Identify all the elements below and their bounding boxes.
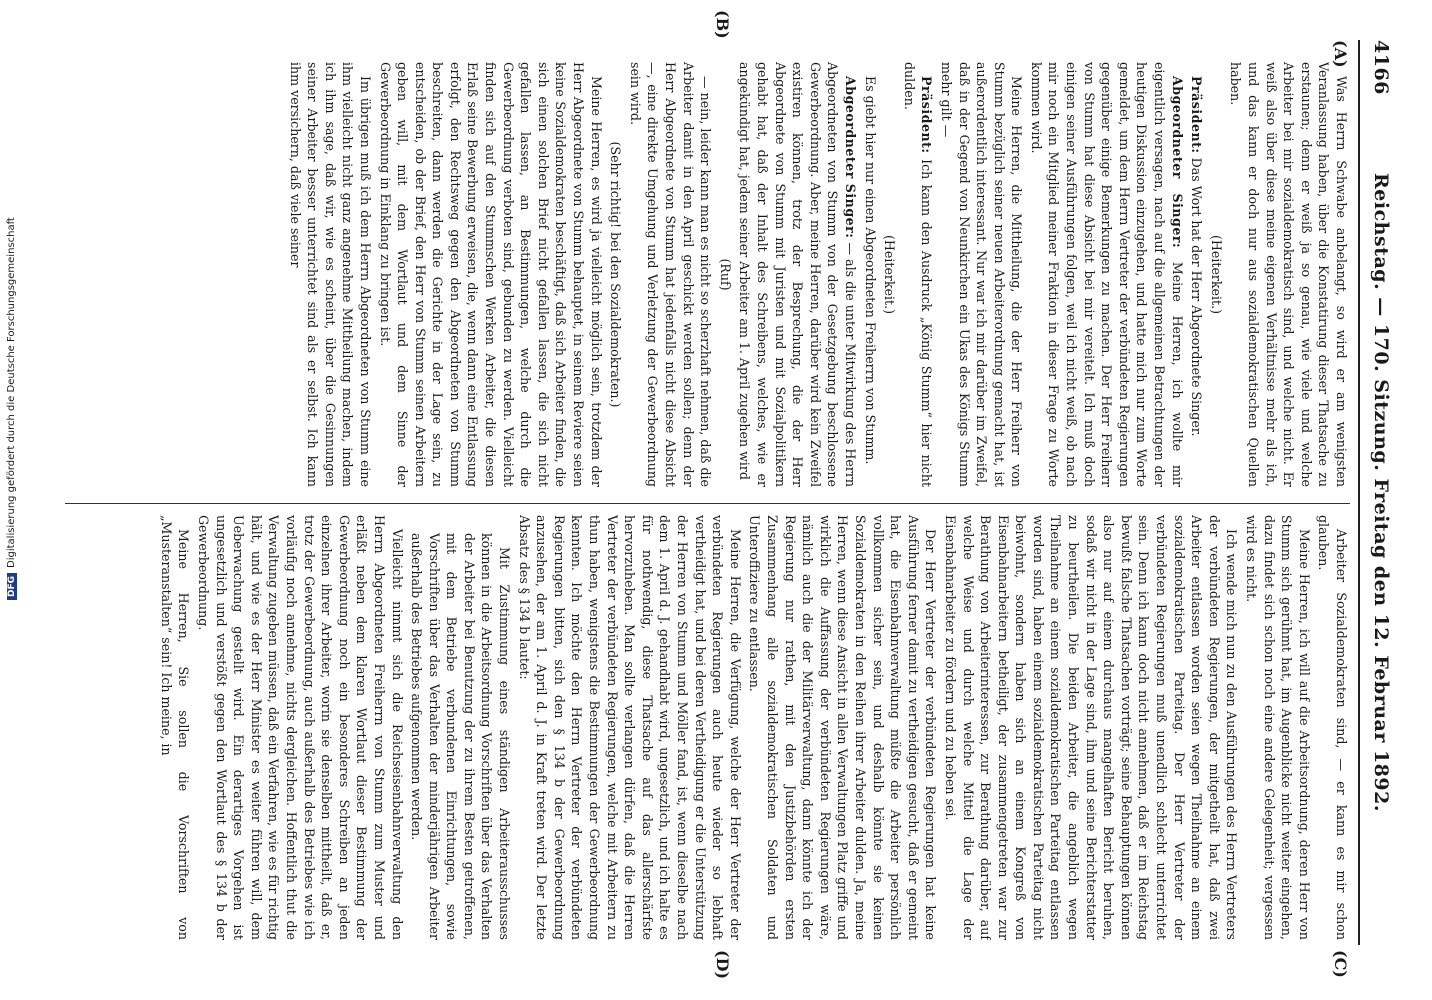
paragraph [736, 62, 859, 487]
paragraph [1242, 515, 1312, 940]
marker-d: (D) [713, 950, 732, 980]
page-number: 4166 [1370, 40, 1392, 95]
paragraph-text: Im übrigen muß ich dem Herrn Abgeordneten von Stumm eine ihm vielleicht nicht ganz angenehme Mittheilung machen, indem ich ihm sage, daß wir, wie es scheint, über die Gesinnungen seiner Arbeiter besser unterrichtet sind als er selbst. Ich kann ihm versichern, daß viele seiner [287, 62, 373, 487]
paragraph [286, 62, 374, 487]
column-divider [65, 503, 1350, 504]
speaker-name: Abgeordneter Singer: [1169, 76, 1185, 249]
paragraph [941, 515, 1240, 940]
dfg-logo: DFG [7, 573, 17, 600]
credit-text: Digitalisierung gefördert durch die Deutsche Forschungsgemeinschaft [6, 217, 17, 568]
paragraph [376, 62, 605, 487]
page-header [1368, 40, 1392, 945]
paragraph-text: (Heiterkeit.) [1208, 235, 1224, 314]
paragraph [515, 515, 744, 940]
stage-direction [716, 62, 734, 487]
page-title: Reichstag. — 170. Sitzung. Freitag den 12. Februar 1892. [1370, 173, 1392, 812]
stage-direction [607, 62, 625, 487]
paragraph [900, 62, 935, 487]
paragraph-text: Vielleicht nimmt sich die Reichseisenbahnverwaltung den Herrn Abgeordneten Freiherrn von Stumm zum Muster und erläßt neben dem klaren Wortlaut dieser Bestimmung der Gewerbeordnung noch ein besonderes Schreiben an jeden einzelnen ihrer Arbeiter, worin sie denselben mittheilt, daß er, trotz der Gewerbeordnung, auch außerhalb des Betriebes wie ich vorläufig noch annehme, nichts dergleichen. Hoffentlich thut die Verwaltung zugeben müssen, daß ein Verfahren, wie es für richtig hält, und wie es der Herr Minister es weiter führen will, dem Ueberwachung gestellt wird. Ein derartiges Vorgehen ist ungesetzlich und verstößt gegen den Wortlaut des § 134 b der Gewerbeordnung. [196, 515, 405, 940]
paragraph-text: Meine Herren, die Mittheilung, die der Herr Freiherr von Stumm bezüglich seiner neuen Arbeiterordnung gemacht hat, ist außerordentlich interessant. Nur war ich mir darüber im Zweifel, daß in der Gegend von Neunkirchen ein Ukas des Königs Stumm mehr gilt — [938, 62, 1025, 487]
digitization-credit [6, 200, 22, 600]
paragraph [194, 515, 405, 940]
paragraph-text: — nein, leider kann man es nicht so scherzhaft nehmen, daß die Arbeiter damit in den April geschickt werden sollen; denn der Herr Abgeordnete von Stumm hat jedenfalls nicht diese Absicht —, eine direkte Umgehung und Verletzung der Gewerbeordnung sein wird. [627, 62, 714, 487]
paragraph-text: Mit Zustimmung eines ständigen Arbeiterausschusses können in die Arbeitsordnung Vorschriften über das Verhalten der Arbeiter bei Benutzung der zu ihrem Besten getroffenen, mit dem Betriebe verbundenen Einrichtungen, sowie Vorschriften über das Verhalten der minderjährigen Arbeiter außerhalb des Betriebes aufgenommen werden. [409, 533, 513, 940]
paragraph [1027, 62, 1185, 487]
paragraph-text: Es giebt hier nur einen Abgeordneten Freiherrn von Stumm. [862, 76, 878, 465]
paragraph-text: Ich wende mich nun zu den Ausführungen des Herrn Vertreters der verbündeten Regierungen, der mitgetheilt hat, daß zwei Arbeiter entlassen worden seien wegen Theilnahme an einem sozialdemokratischen Parteitag. Der Herr Vertreter der verbündeten Regierungen muß unendlich schlecht unterrichtet sein. Denn ich kann doch nicht annehmen, daß er im Reichstag bewußt falsche Thatsachen vorträgt; seine Behauptungen können also nur auf einem durchaus mangelhaften Bericht beruhen, sodaß wir nicht in der Lage sind, ihm und seine Berichterstatter zu beurtheilen. Die beiden Arbeiter, die angeblich wegen Theilnahme an einem sozialdemokratischen Parteitag entlassen worden sind, haben einem sozialdemokratischen Parteitag nicht beiwohnt, sondern haben sich an einem Kongreß von Eisenbahnarbeitern betheiligt, der zusammengetreten war zur Berathung von Arbeiterinteressen, zur Berathung darüber, auf welche Weise und durch welche Mittel die Lage der Eisenbahnarbeiter zu fördern und zu heben sei. [942, 515, 1240, 940]
speaker-name: Präsident: [1189, 76, 1205, 154]
paragraph-text: (Sehr richtig! bei den Sozialdemokraten.) [608, 141, 624, 408]
speaker-name: Abgeordneter Singer: [842, 76, 858, 239]
paragraph [1227, 62, 1350, 487]
header-rule [1358, 40, 1360, 945]
paragraph-text: Das Wort hat der Herr Abgeordnete Singer. [1189, 153, 1205, 437]
paragraph [861, 62, 879, 487]
paragraph-text: Was Herrn Schwabe anbelangt, so wird er am wenigsten Veranlassung haben, über die Konstatirung dieser Thatsache zu erstaunen; denn er weiß ja so genau, wie viele und welche Arbeiter bei mir sozialdemokratisch sind, und welche nicht. Er weiß also über diese meine eigenen Verhältnisse mehr als ich, und das kann er doch nur aus sozialdemokratischen Quellen haben. [1228, 62, 1349, 487]
paragraph [408, 515, 514, 940]
right-column [65, 515, 1350, 940]
stage-direction [881, 62, 899, 487]
paragraph-text: Der Herr Vertreter der verbündeten Regierungen hat keine Ausführung ferner damit zu vertheidigen gesucht, daß er gemeint hat, die Eisenbahnverwaltung müßte die Arbeiter persönlich vollkommen sicher sein, und deshalb könnte sie keinen Sozialdemokraten in den Reihen ihrer Arbeiter dulden. Ja, meine Herren, wenn diese Ansicht in allen Verwaltungen Platz griffe und wirklich die Auffassung der verbündeten Regierungen wäre, nämlich auch die der Militärverwaltung, dann könnte ich der Regierung nur rathen, mit den Justizbehörden ersten Zusammenhang alle sozialdemokratischen Soldaten und Unteroffiziere zu entlassen. [747, 515, 939, 940]
paragraph-text: Meine Herren, die Verfügung, welche der Herr Vertreter der verbündeten Regierungen auch heute wieder so lebhaft vertheidigt hat, und bei deren Vertheidigung er die Unterstützung der Herren von Stumm und Möller fand, ist, wenn dieselbe nach dem 1. April d. J. gehandhabt wird, ungesetzlich, und ich halte es für nothwendig, diese Thatsache auf das allerschärfste hervorzuheben. Man sollte verlangen dürfen, daß die Herren Vertreter der verbündeten Regierungen, welche mit Arbeitern zu thun haben, wenigstens die Bestimmungen der Gewerbeordnung kennten. Ich möchte den Herrn Vertreter der verbündeten Regierungen bitten, sich den § 134 b der Gewerbeordnung anzusehen, der am 1. April d. J. in Kraft treten wird. Der letzte Absatz des § 134 b lautet: [516, 515, 743, 940]
paragraph [746, 515, 940, 940]
paragraph [1315, 515, 1350, 940]
paragraph-text: Meine Herren, ich will auf die Arbeitsordnung, deren Herr von Stumm sich gerühmt hat, im Augenblicke nicht weiter eingehen, dazu findet sich schon noch eine andere Gelegenheit; vergessen wird es nicht. [1244, 515, 1312, 940]
marker-b: (B) [713, 10, 732, 39]
paragraph-text: — als die unter Mitwirkung des Herrn Abgeordneten von Stumm von der Gesetzgebung beschlossene Gewerbeordnung. Aber, meine Herren, darüber wird kein Zweifel existiren können, trotz der Besprechung, die der Herr Abgeordnete von Stumm mit Juristen und mit Sozialpolitikern gehabt hat, daß der Inhalt des Schreibens, welches, wie er angekündigt hat, jedem seiner Arbeiter am 1. April zugehen wird [737, 62, 858, 487]
marker-c: (C) [1331, 950, 1350, 978]
marker-a: (A) [1331, 40, 1350, 68]
paragraph [157, 515, 192, 940]
paragraph-text: Meine Herren, Sie sollen die Vorschriften von „Musteranstalten“ sein! Ich meine, in [158, 515, 192, 940]
paragraph [937, 62, 1025, 487]
paragraph-text: Meine Herren, es wird ja vielleicht möglich sein, trotzdem der Herr Abgeordnete von Stumm behauptet, in seinem Reviere seien keine Sozialdemokraten beschäftigt, daß sich Arbeiter finden, die sich einen solchen Brief nicht gefallen lassen, die sich nicht gefallen lassen, an Bestimmungen, welche durch die Gewerbeordnung verboten sind, gebunden zu werden. Vielleicht finden sich auf den Stummschen Werken Arbeiter, die diesen Erlaß seine Bewerbung erweisen, die, wenn dann eine Entlassung erfolgt, den Rechtsweg gegen den Abgeordneten von Stumm beschreiten, dann werden die Gerichte in der Lage sein, zu entscheiden, ob der Brief, den Herr von Stumm seinen Arbeitern geben will, mit dem Wortlaut und dem Sinne der Gewerbeordnung in Einklang zu bringen ist. [377, 62, 604, 487]
stage-direction [1207, 62, 1225, 487]
paragraph-text: Arbeiter Sozialdemokraten sind, — er kann es mir schon glauben. [1316, 515, 1349, 940]
paragraph-text: (Heiterkeit.) [882, 235, 898, 314]
paragraph-text: Ich kann den Ausdruck „König Stumm“ hier nicht dulden. [901, 62, 935, 487]
paragraph [626, 62, 714, 487]
paragraph-text: Meine Herren, ich wollte mir eigentlich versagen, nach auf die allgemeinen Betrachtungen der heutigen Diskussion einzugehen, und hatte mich nur zum Worte gemeldet, um dem Herrn Vertreter der verbündeten Regierungen gegenüber einige Bemerkungen zu machen. Der Herr Freiherr von Stumm hat diese Absicht bei mir vereitelt. Ich muß doch einigen seiner Ausführungen folgen, weil ich nicht weiß, ob nach mir noch ein Mitglied meiner Fraktion in dieser Frage zu Worte kommen wird. [1028, 62, 1185, 487]
speaker-name: Präsident: [919, 76, 935, 154]
paragraph-text: (Ruf) [717, 258, 733, 291]
left-column [65, 62, 1350, 487]
paragraph [1188, 62, 1206, 487]
